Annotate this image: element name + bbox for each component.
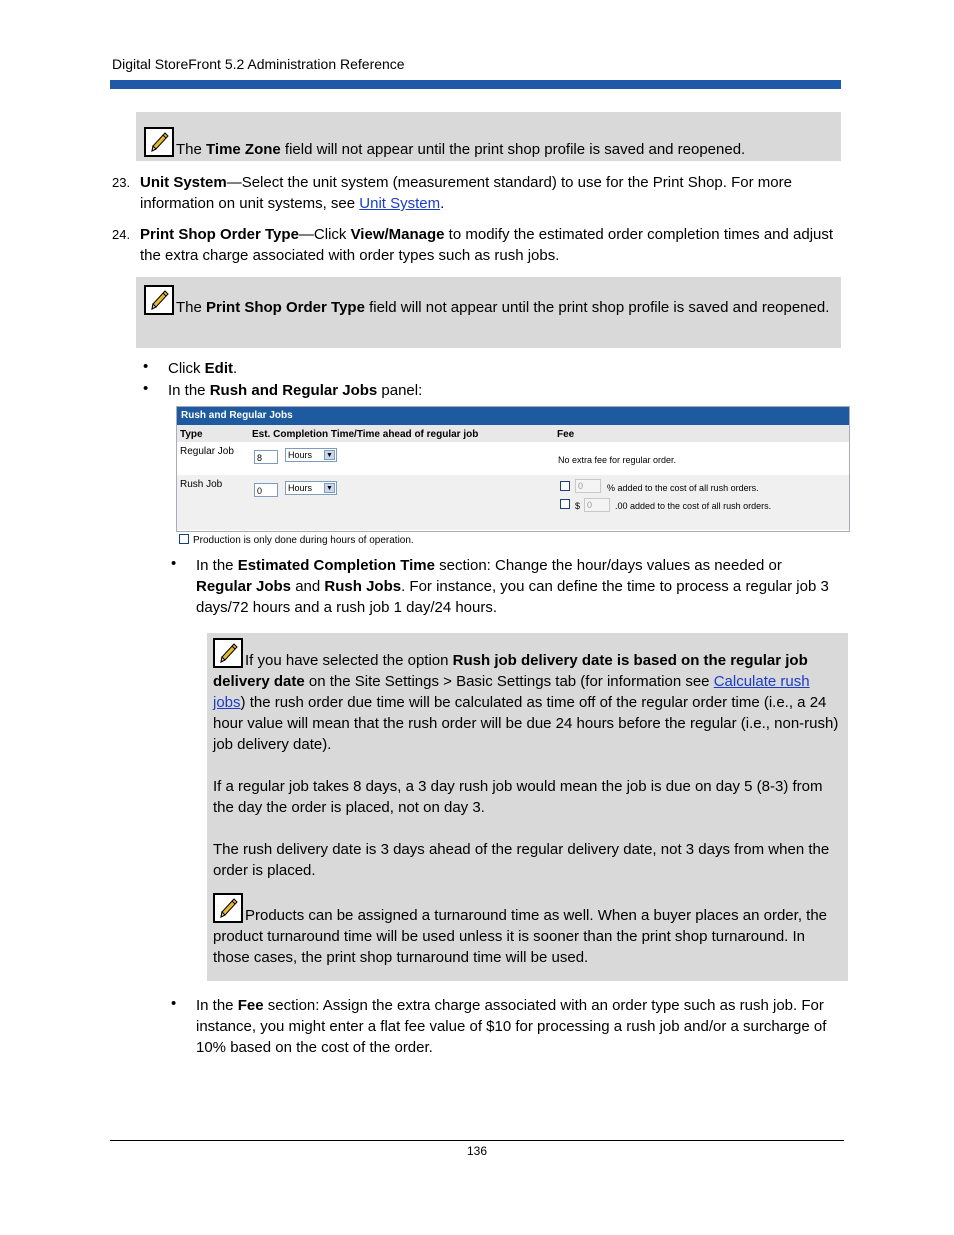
regular-time-input[interactable]: 8: [254, 450, 278, 464]
note-paragraph: [213, 893, 842, 968]
table-row: [177, 442, 849, 475]
rush-percent-text: % added to the cost of all rush orders.: [607, 483, 759, 493]
item-bold: View/Manage: [350, 226, 445, 243]
bullet-text: In the: [196, 557, 238, 574]
bullet-text: .: [233, 360, 238, 377]
bullet-bold: Rush Jobs: [324, 578, 402, 595]
item-text: to modify the estimated order completion times and adjust the extra charge associated with order types such as rush jobs.: [140, 226, 834, 264]
select-value: Hours: [288, 450, 313, 460]
note-bold: Print Shop Order Type: [206, 299, 365, 316]
note-paragraph: [213, 638, 842, 755]
bullet-bold: Edit: [204, 360, 234, 377]
production-hours-label: Production is only done during hours of operation.: [193, 535, 414, 546]
item-text: —Click: [298, 226, 351, 243]
regular-fee-text: No extra fee for regular order.: [558, 455, 677, 465]
bullet-text: section: Assign the extra charge associated with an order type such as rush job. For instance, you might enter a flat fee value of $10 for processing a rush job and/or a surcharge of 10% based on the cost of the order.: [196, 997, 827, 1056]
calculate-rush-jobs-link[interactable]: Calculate rush jobs: [213, 673, 810, 711]
bullet-text: section: Change the hour/days values as needed or: [434, 557, 782, 574]
footer-rule: [110, 1140, 844, 1141]
note-text: The: [176, 299, 207, 316]
bullet-text: In the: [168, 382, 210, 399]
bullet-text: and: [291, 578, 325, 595]
chevron-down-icon: ▼: [324, 450, 335, 460]
pencil-note-icon: [213, 638, 243, 668]
rush-percent-input[interactable]: 0: [575, 479, 601, 493]
bullet-bold: Fee: [237, 997, 264, 1014]
note-time-zone: [136, 112, 841, 161]
col-time: Est. Completion Time/Time ahead of regular job: [252, 429, 479, 440]
item-unit-system: [140, 172, 840, 214]
item-text: .: [440, 195, 445, 212]
bullet-text: In the: [196, 997, 238, 1014]
note-text: Products can be assigned a turnaround time as well. When a buyer places an order, the product turnaround time will be used unless it is sooner than the print shop turnaround. In those cases, the print shop turnaround time will be used.: [213, 907, 828, 966]
panel-title: Rush and Regular Jobs: [177, 407, 849, 425]
rush-time-input[interactable]: 0: [254, 483, 278, 497]
note-text: field will not appear until the print shop profile is saved and reopened.: [364, 299, 830, 316]
note-text: The: [176, 141, 207, 158]
note-text: on the Site Settings > Basic Settings tab (for information see: [304, 673, 714, 690]
col-fee: Fee: [557, 429, 575, 440]
item-title: Print Shop Order Type: [140, 226, 299, 243]
bullet-dot: •: [143, 358, 149, 375]
row-type: Regular Job: [180, 446, 234, 457]
bullet-bold: Estimated Completion Time: [237, 557, 435, 574]
rush-regular-jobs-panel: [176, 406, 850, 532]
note-bold: Rush job delivery date is based on the regular job delivery date: [213, 652, 808, 690]
bullet-dot: •: [171, 995, 177, 1012]
item-title: Unit System: [140, 174, 227, 191]
bullet-text: . For instance, you can define the time to process a regular job 3 days/72 hours and a rush job 1 day/24 hours.: [196, 578, 829, 616]
bullet-completion-time: [196, 555, 841, 618]
bullet-text: Click: [168, 360, 205, 377]
unit-system-link[interactable]: Unit System: [359, 195, 441, 212]
note-text: ) the rush order due time will be calculated as time off of the regular order time (i.e., a 24 hour value will mean that the rush order will be due 24 hours before the regular (i.e., non-rush) job delivery date).: [213, 694, 839, 753]
note-order-type: [136, 277, 841, 348]
row-type: Rush Job: [180, 479, 223, 490]
panel-column-headers: [177, 425, 849, 442]
item-text: —Select the unit system (measurement standard) to use for the Print Shop. For more information on unit systems, see: [140, 174, 792, 212]
rush-flat-text: .00 added to the cost of all rush orders.: [615, 501, 772, 511]
note-rush-delivery: [207, 633, 848, 981]
item-number: 23.: [112, 175, 131, 190]
note-text: If you have selected the option: [245, 652, 453, 669]
regular-unit-select[interactable]: [285, 448, 337, 462]
rush-flat-input[interactable]: 0: [584, 498, 610, 512]
chevron-down-icon: ▼: [324, 483, 335, 493]
bullet-bold: Regular Jobs: [196, 578, 292, 595]
production-hours-checkbox[interactable]: [179, 534, 189, 544]
pencil-note-icon: [213, 893, 243, 923]
bullet-click-edit: [168, 358, 237, 379]
col-type: Type: [180, 429, 203, 440]
select-value: Hours: [288, 483, 313, 493]
note-text: field will not appear until the print shop profile is saved and reopened.: [280, 141, 746, 158]
note-bold: Time Zone: [206, 141, 281, 158]
bullet-dot: •: [143, 380, 149, 397]
bullet-bold: Rush and Regular Jobs: [209, 382, 378, 399]
bullet-rush-panel: [168, 380, 422, 401]
page-header: Digital StoreFront 5.2 Administration Reference: [112, 56, 405, 72]
rush-flat-checkbox[interactable]: [560, 499, 570, 509]
bullet-text: panel:: [377, 382, 423, 399]
rush-percent-checkbox[interactable]: [560, 481, 570, 491]
pencil-note-icon: [144, 285, 174, 315]
item-number: 24.: [112, 227, 131, 242]
table-row: [177, 475, 849, 530]
item-print-shop-order-type: [140, 224, 840, 266]
page-number: 136: [466, 1144, 488, 1158]
dollar-sign: $: [575, 501, 581, 511]
bullet-fee: [196, 995, 841, 1058]
note-paragraph: The rush delivery date is 3 days ahead of the regular delivery date, not 3 days from when the order is placed.: [213, 841, 830, 879]
header-bar: [110, 80, 841, 89]
bullet-dot: •: [171, 555, 177, 572]
rush-unit-select[interactable]: [285, 481, 337, 495]
pencil-note-icon: [144, 127, 174, 157]
note-paragraph: If a regular job takes 8 days, a 3 day rush job would mean the job is due on day 5 (8-3) from the day the order is placed, not on day 3.: [213, 778, 823, 816]
